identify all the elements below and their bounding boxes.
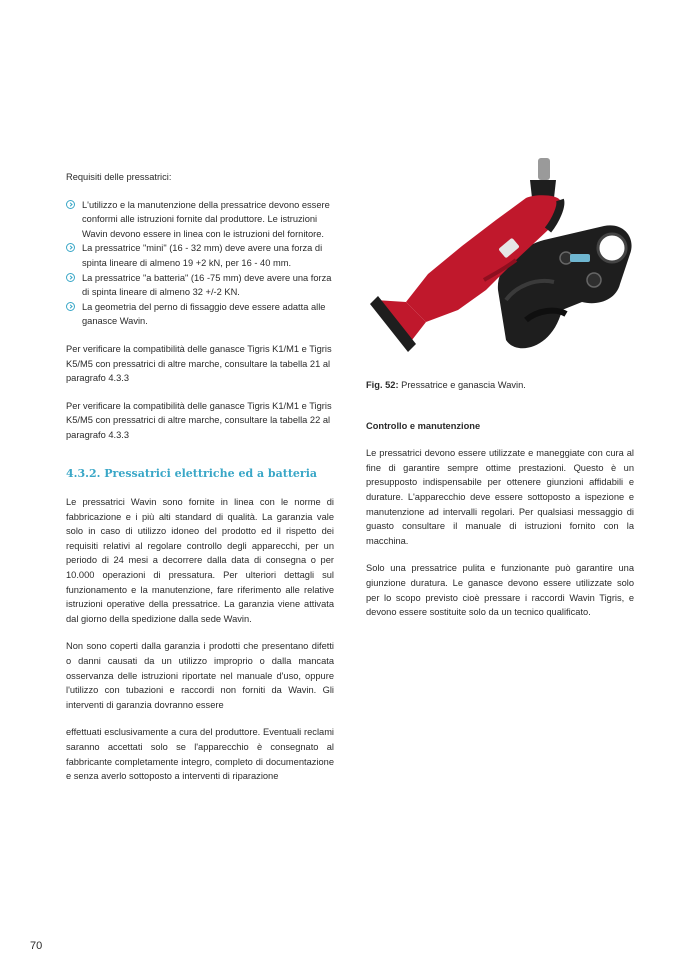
left-column [66, 170, 334, 784]
requirements-list [66, 198, 334, 329]
chevron-circle-icon [66, 273, 75, 282]
maintenance-heading: Controllo e manutenzione [366, 420, 481, 431]
warranty-exclusions-paragraph: Non sono coperti dalla garanzia i prodotti che presentano difetti o danni causati da un utilizzo improprio o dalla mancata osservanza delle istruzioni riportate nel manuale d'uso, oppure l'utilizzo con tubazioni e raccordi non forniti da Wavin. Gli interventi di garanzia dovranno essere [66, 641, 334, 710]
requirements-intro: Requisiti delle pressatrici: [66, 172, 172, 182]
warranty-paragraph: Le pressatrici Wavin sono fornite in linea con le norme di fabbricazione e i più alti standard di qualità. La garanzia vale solo in caso di utilizzo idoneo del prodotto ed il rispetto dei requisiti relativi al regolare controllo degli apparecchi, per un periodo di 24 mesi a decorrere dalla data di consegna o per 10.000 operazioni di pressatura. Per ulteriori dettagli sul funzionamento e la manutenzione, fare riferimento alle relative istruzioni operative della pressatrice. La garanzia viene attivata dal giorno della spedizione dalla sede Wavin. [66, 497, 334, 624]
page-number: 70 [30, 940, 43, 952]
compatibility-paragraph-2: Per verificare la compatibilità delle ganasce Tigris K1/M1 e Tigris K5/M5 con pressatrici di altre marche, consultare la tabella 22 al paragrafo 4.3.3 [66, 400, 332, 440]
right-column [366, 150, 634, 620]
press-tool-image [366, 150, 638, 360]
maintenance-paragraph-1: Le pressatrici devono essere utilizzate e maneggiate con cura al fine di garantire sempre ottime prestazioni. Questo è un presupposto indispensabile per ottenere giunzioni affidabili e durature. L'apparecchio deve essere sottoposto a ispezione e manutenzione ad intervalli regolari. Per qualsiasi messaggio di guasto consultare il manuale di istruzioni fornito con la macchina. [366, 448, 634, 546]
section-heading: 4.3.2. Pressatrici elettriche ed a batteria [66, 466, 318, 480]
chevron-circle-icon [66, 243, 75, 252]
figure-caption: Fig. 52: Pressatrice e ganascia Wavin. [366, 380, 526, 390]
warranty-claims-paragraph: effettuati esclusivamente a cura del produttore. Eventuali reclami saranno accettati solo se l'apparecchio è consegnato al fabbricante completamente integro, completo di documentazione e senza averlo sottoposto a interventi di riparazione [66, 727, 334, 782]
list-item: L'utilizzo e la manutenzione della pressatrice devono essere conformi alle istruzioni fornite dal produttore. Le istruzioni Wavin devono essere in linea con le istruzioni del fornitore. [66, 198, 334, 242]
chevron-circle-icon [66, 200, 75, 209]
compatibility-paragraph-1: Per verificare la compatibilità delle ganasce Tigris K1/M1 e Tigris K5/M5 con pressatrici di altre marche, consultare la tabella 21 al paragrafo 4.3.3 [66, 343, 332, 384]
list-item: La pressatrice "a batteria" (16 -75 mm) deve avere una forza di spinta lineare di almeno 32 +/-2 KN. [66, 271, 334, 300]
list-item: La geometria del perno di fissaggio deve essere adatta alle ganasce Wavin. [66, 300, 334, 329]
maintenance-paragraph-2: Solo una pressatrice pulita e funzionante può garantire una giunzione duratura. Le ganasce devono essere utilizzate solo per lo scopo previsto cioè pressare i raccordi Wavin Tigris, e devono essere sostituite solo da un tecnico qualificato. [366, 563, 634, 618]
chevron-circle-icon [66, 302, 75, 311]
list-item: La pressatrice "mini" (16 - 32 mm) deve avere una forza di spinta lineare di almeno 19 +2 kN, per 16 - 40 mm. [66, 241, 334, 270]
press-tool-figure [366, 150, 638, 360]
